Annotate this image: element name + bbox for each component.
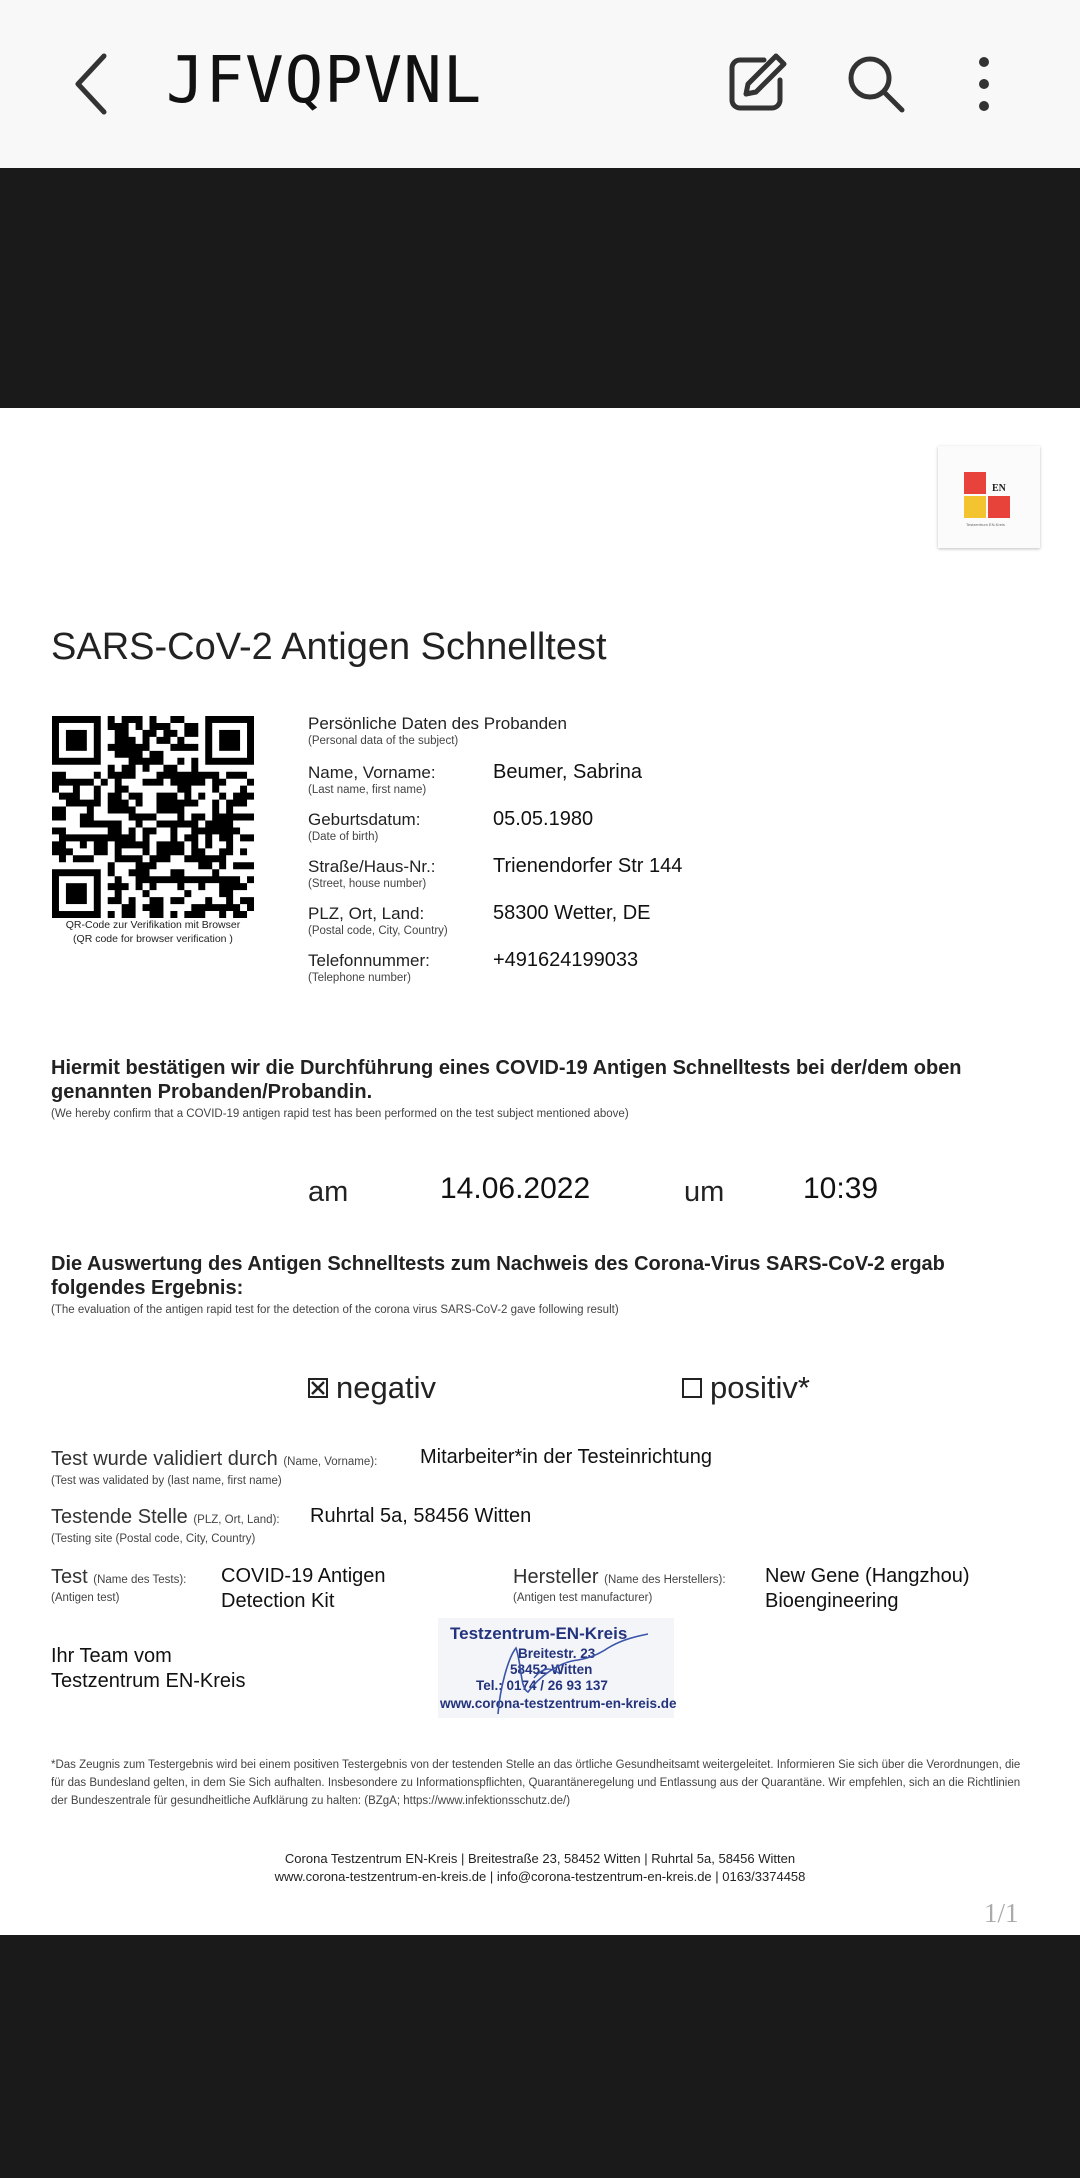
field-name: Name, Vorname: (Last name, first name) Beumer, Sabrina xyxy=(308,761,642,796)
edit-icon[interactable] xyxy=(724,52,788,116)
testzentrum-stamp: Testzentrum-EN-Kreis Breitestr. 23 58452 Witten Tel.: 0174 / 26 93 137 www.corona-testzentrum-en-kreis.de xyxy=(438,1618,674,1718)
result-negative-checkbox: negativ xyxy=(308,1370,436,1406)
qr-caption: QR-Code zur Verifikation mit Browser (QR code for browser verification ) xyxy=(65,919,241,945)
verification-qr-code xyxy=(52,716,254,918)
field-value: +491624199033 xyxy=(493,949,639,971)
field-value: Trienendorfer Str 144 xyxy=(493,855,683,877)
footnote: *Das Zeugnis zum Testergebnis wird bei einem positiven Testergebnis von der testenden Stelle an das örtliche Gesundheitsamt weitergeleitet. Informieren Sie sich über die Verordnungen, die für das Bundesland gelten, in dem Sie Sich aufhalten. Insbesondere zu Informationspflichten, Quarantäneregelung und Entlassung aus der Quarantäne. Wir empfehlen, sich an die Richtlinien der Bundeszentrale für gesundheitliche Aufklärung zu halten: (BZgA; https://www.infektionsschutz.de/) xyxy=(51,1759,1021,1807)
field-street: Straße/Haus-Nr.: (Street, house number) Trienendorfer Str 144 xyxy=(308,855,683,890)
confirmation-text: Hiermit bestätigen wir die Durchführung eines COVID-19 Antigen Schnelltests bei der/dem oben genannten Probanden/Probandin. xyxy=(51,1057,962,1103)
test-value: COVID-19 Antigen Detection Kit xyxy=(221,1565,386,1612)
more-options-icon[interactable] xyxy=(952,52,1016,116)
testzentrum-logo: EN Testzentrum EN-Kreis xyxy=(938,446,1040,548)
empty-box-icon xyxy=(682,1378,702,1398)
site-sublabel: (Testing site (Postal code, City, Country) xyxy=(51,1533,256,1545)
field-phone: Telefonnummer: (Telephone number) +491624199033 xyxy=(308,949,639,984)
signature-scribble xyxy=(438,1618,674,1718)
search-icon[interactable] xyxy=(844,52,908,116)
certificate-title: SARS-CoV-2 Antigen Schnelltest xyxy=(51,626,607,668)
date-label: am xyxy=(308,1176,349,1208)
site-value: Ruhrtal 5a, 58456 Witten xyxy=(310,1505,532,1527)
field-value: Beumer, Sabrina xyxy=(493,761,642,783)
confirmation-text-en: (We hereby confirm that a COVID-19 antigen rapid test has been performed on the test subject mentioned above) xyxy=(51,1108,629,1120)
field-value: 05.05.1980 xyxy=(493,808,594,830)
test-date: 14.06.2022 xyxy=(440,1172,591,1205)
field-birthdate: Geburtsdatum: (Date of birth) 05.05.1980 xyxy=(308,808,594,843)
test-label: Test (Name des Tests): xyxy=(51,1566,187,1588)
manufacturer-sublabel: (Antigen test manufacturer) xyxy=(513,1592,653,1604)
evaluation-text: Die Auswertung des Antigen Schnelltests zum Nachweis des Corona-Virus SARS-CoV-2 ergab folgendes Ergebnis: xyxy=(51,1253,945,1299)
document-title: JFVQPVNL xyxy=(166,44,483,118)
footer-address: Corona Testzentrum EN-Kreis | Breitestraße 23, 58452 Witten | Ruhrtal 5a, 58456 Witten www.corona-testzentrum-en-kreis.de | info@corona-testzentrum-en-kreis.de | 0163/3374458 xyxy=(274,1851,806,1884)
personal-data-heading: Persönliche Daten des Probanden (Personal data of the subject) xyxy=(308,714,567,747)
document-page[interactable] xyxy=(0,408,1080,1935)
field-postal-city: PLZ, Ort, Land: (Postal code, City, Country) 58300 Wetter, DE xyxy=(308,902,651,937)
field-value: 58300 Wetter, DE xyxy=(493,902,651,924)
validated-label: Test wurde validiert durch (Name, Vorname): xyxy=(51,1448,378,1470)
app-bar xyxy=(0,0,1080,169)
site-label: Testende Stelle (PLZ, Ort, Land): xyxy=(51,1506,280,1528)
team-signoff: Ihr Team vom Testzentrum EN-Kreis xyxy=(51,1645,246,1692)
validated-value: Mitarbeiter*in der Testeinrichtung xyxy=(420,1446,713,1468)
checked-box-icon xyxy=(308,1378,328,1398)
manufacturer-value: New Gene (Hangzhou) Bioengineering xyxy=(765,1565,970,1612)
validated-sublabel: (Test was validated by (last name, first name) xyxy=(51,1475,282,1487)
back-icon[interactable] xyxy=(70,52,118,116)
page-indicator: 1/1 xyxy=(984,1898,1019,1928)
viewer-background-bottom xyxy=(0,1935,1080,2178)
test-sublabel: (Antigen test) xyxy=(51,1592,120,1604)
test-time: 10:39 xyxy=(803,1172,879,1205)
result-positive-checkbox: positiv* xyxy=(682,1370,810,1406)
time-label: um xyxy=(684,1176,725,1208)
viewer-background-top xyxy=(0,168,1080,408)
evaluation-text-en: (The evaluation of the antigen rapid test for the detection of the corona virus SARS-CoV-2 gave following result) xyxy=(51,1304,619,1316)
manufacturer-label: Hersteller (Name des Herstellers): xyxy=(513,1566,726,1588)
